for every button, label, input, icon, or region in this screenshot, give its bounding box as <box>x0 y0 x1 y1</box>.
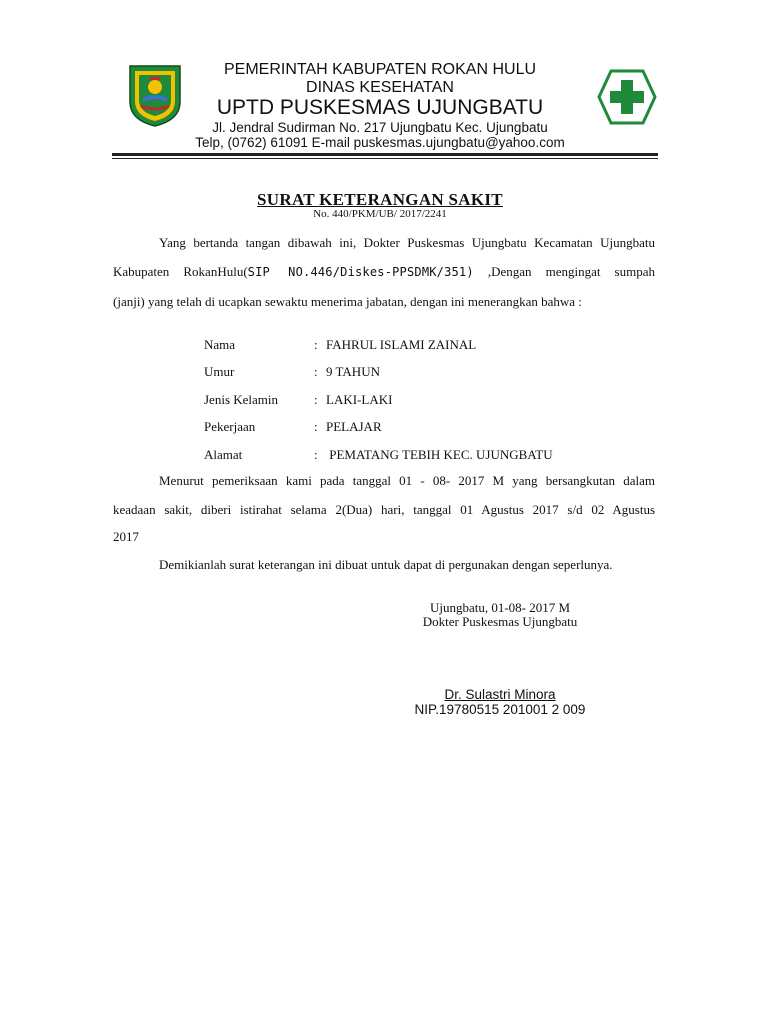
exam-line-3: 2017 <box>113 529 139 544</box>
signatory-nip: NIP.19780515 201001 2 009 <box>414 702 586 717</box>
signature-place-date: Ujungbatu, 01-08- 2017 M <box>429 600 571 615</box>
closing-statement: Demikianlah surat keterangan ini dibuat untuk dapat di pergunakan dengan seperlunya. <box>159 557 613 572</box>
document-number: No. 440/PKM/UB/ 2017/2241 <box>313 208 447 220</box>
patient-address: PEMATANG TEBIH KEC. UJUNGBATU <box>326 447 553 462</box>
opening-line-3: (janji) yang telah di ucapkan sewaktu menerima jabatan, dengan ini menerangkan bahwa : <box>113 294 582 309</box>
field-occupation: Pekerjaan : PELAJAR <box>204 419 382 434</box>
patient-name: FAHRUL ISLAMI ZAINAL <box>326 337 477 352</box>
letterhead-institution: UPTD PUSKESMAS UJUNGBATU <box>216 96 544 119</box>
sip-number: SIP NO.446/Diskes-PPSDMK/351) <box>247 265 474 279</box>
exam-line-1: Menurut pemeriksaan kami pada tanggal 01 - 08- 2017 M yang bersangkutan dalam <box>159 473 655 488</box>
patient-age: 9 TAHUN <box>326 364 380 379</box>
letterhead-divider-thin <box>112 158 658 159</box>
letterhead-government: PEMERINTAH KABUPATEN ROKAN HULU <box>223 61 537 78</box>
document-title: SURAT KETERANGAN SAKIT <box>257 190 503 209</box>
opening-line-1: Yang bertanda tangan dibawah ini, Dokter Puskesmas Ujungbatu Kecamatan Ujungbatu <box>159 235 655 250</box>
puskesmas-green-cross-icon <box>596 68 658 126</box>
patient-sex: LAKI-LAKI <box>326 392 393 407</box>
letterhead-divider-thick <box>112 153 658 156</box>
letterhead-contact: Telp, (0762) 61091 E-mail puskesmas.ujungbatu@yahoo.com <box>195 135 565 150</box>
field-name: Nama : FAHRUL ISLAMI ZAINAL <box>204 337 477 352</box>
letterhead-department: DINAS KESEHATAN <box>306 79 454 96</box>
letterhead-address: Jl. Jendral Sudirman No. 217 Ujungbatu Kec. Ujungbatu <box>212 120 548 135</box>
signatory-name: Dr. Sulastri Minora <box>444 687 556 702</box>
opening-line-2: Kabupaten RokanHulu(SIP NO.446/Diskes-PPSDMK/351) ,Dengan mengingat sumpah <box>113 264 655 279</box>
field-address: Alamat : PEMATANG TEBIH KEC. UJUNGBATU <box>204 447 553 462</box>
patient-occupation: PELAJAR <box>326 419 382 434</box>
field-age: Umur : 9 TAHUN <box>204 364 380 379</box>
exam-line-2: keadaan sakit, diberi istirahat selama 2(Dua) hari, tanggal 01 Agustus 2017 s/d 02 Agustus <box>113 502 655 517</box>
signature-role: Dokter Puskesmas Ujungbatu <box>422 614 578 629</box>
field-sex: Jenis Kelamin : LAKI-LAKI <box>204 392 393 407</box>
